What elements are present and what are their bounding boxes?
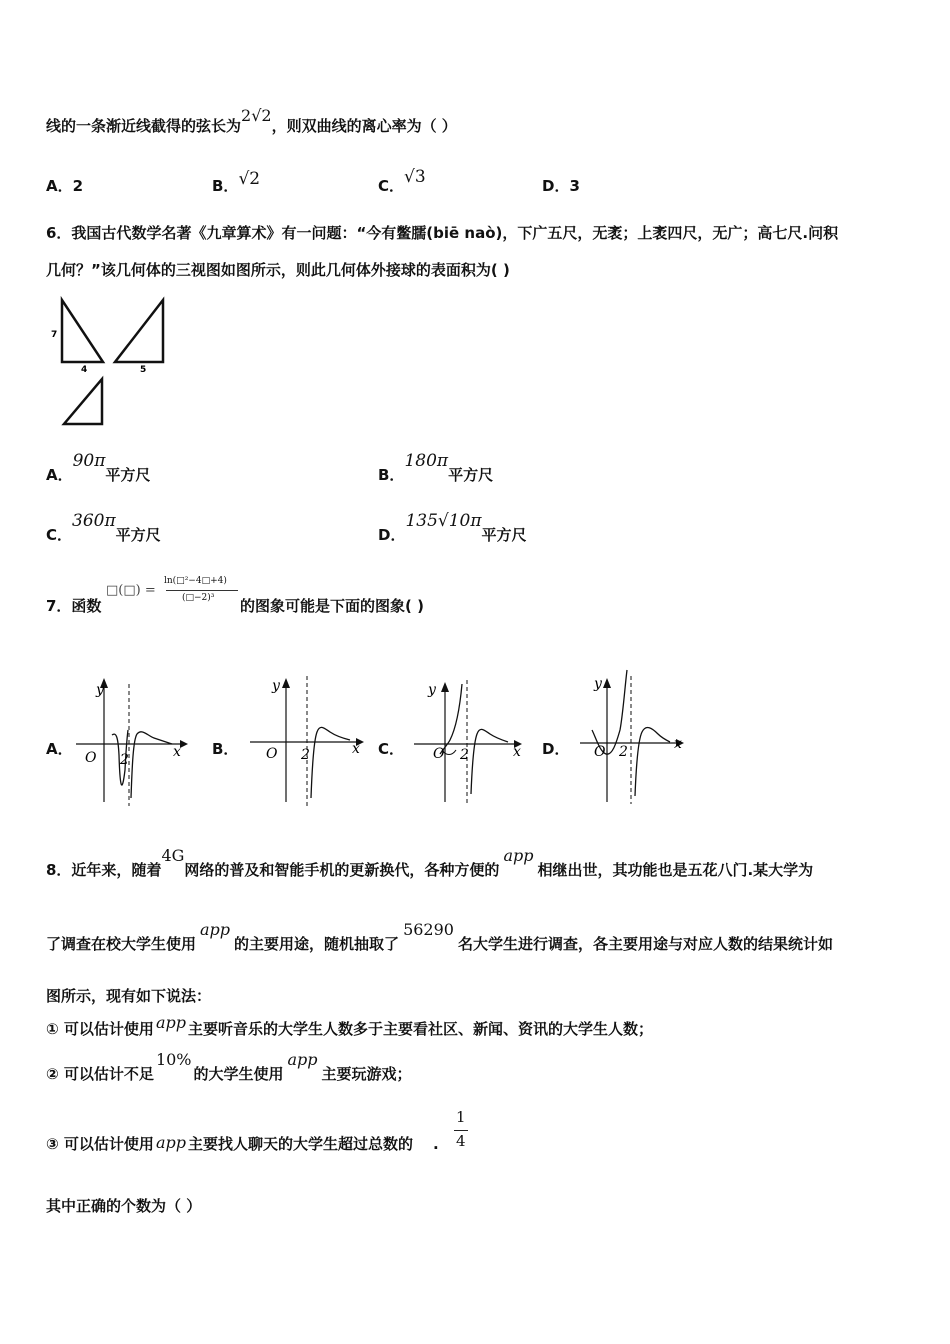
q6-stem-line2: 几何？”该几何体的三视图如图所示，则此几何体外接球的表面积为( ) (46, 261, 510, 279)
svg-text:2: 2 (120, 752, 129, 768)
q8-4g: 4G (161, 846, 185, 865)
q8-line1 (46, 845, 814, 879)
option-value: 360π (72, 511, 116, 531)
q8-text: 了调查在校大学生使用 (46, 935, 197, 953)
option-label: B． (212, 177, 239, 195)
option-value: 2 (72, 177, 84, 195)
option-label: A． (46, 177, 73, 195)
q8-statement-3 (46, 1133, 439, 1154)
q5-option-d[interactable] (542, 175, 580, 196)
option-value: 135√10π (405, 511, 482, 531)
front-view-triangle (62, 300, 103, 362)
q7-suffix: 的图象可能是下面的图象( ) (240, 597, 424, 615)
q8-text: 名大学生进行调查，各主要用途与对应人数的结果统计如 (457, 935, 833, 953)
q6-stem-line1: 6．我国古代数学名著《九章算术》有一问题：“今有鳖臑(biē naò)，下广五尺，无袤；上袤四尺，无广；高七尺.问积 (46, 224, 839, 242)
option-value: 90π (72, 451, 106, 471)
q8-statement-1 (46, 1012, 653, 1038)
q5-stem (46, 106, 457, 136)
svg-text:y: y (96, 682, 104, 698)
height-label: 7 (51, 330, 58, 340)
graph-d[interactable] (578, 666, 688, 810)
three-view-figure (48, 295, 178, 430)
q8-question: 其中正确的个数为（ ） (46, 1197, 202, 1215)
svg-text:y: y (272, 678, 280, 694)
q8-text: 主要听音乐的大学生人数多于主要看社区、新闻、资讯的大学生人数； (187, 1020, 653, 1038)
svg-text:x: x (173, 744, 181, 760)
q6-option-c[interactable] (46, 510, 161, 544)
q8-line2 (46, 919, 833, 953)
fraction-denominator: 4 (456, 1132, 466, 1150)
q8-text: ③ 可以估计使用 (46, 1135, 154, 1153)
svg-text:2: 2 (619, 744, 628, 760)
q7-prefix: 7．函数 (46, 597, 102, 615)
graph-b-label[interactable]: B． (212, 740, 239, 758)
q5-option-c[interactable] (378, 166, 426, 195)
graph-a[interactable] (74, 670, 189, 810)
graph-c[interactable] (412, 670, 527, 810)
svg-text:O: O (85, 750, 97, 766)
option-value: 3 (569, 177, 580, 195)
svg-text:O: O (433, 746, 445, 762)
fraction-bar (454, 1130, 468, 1131)
option-label: C． (46, 526, 73, 544)
svg-text:x: x (674, 736, 682, 752)
base-label-5: 5 (140, 365, 147, 375)
option-unit: 平方尺 (105, 466, 151, 484)
q6-option-b[interactable] (378, 450, 494, 484)
q5-chord-value: 2√2 (241, 106, 272, 125)
option-label: B． (378, 466, 405, 484)
option-value: 180π (404, 451, 449, 471)
fraction-numerator: 1 (456, 1108, 466, 1126)
option-unit: 平方尺 (115, 526, 161, 544)
graph-d-label[interactable]: D． (542, 740, 570, 758)
option-label: A． (46, 466, 73, 484)
q8-text: . (432, 1135, 439, 1153)
q8-percent: 10% (155, 1050, 192, 1069)
option-unit: 平方尺 (448, 466, 494, 484)
q8-app: app (155, 1133, 186, 1152)
svg-text:x: x (352, 741, 360, 757)
q8-app: app (200, 920, 231, 939)
q5-option-b[interactable] (212, 168, 261, 195)
graph-a-label[interactable]: A． (46, 740, 73, 758)
option-label: D． (542, 177, 570, 195)
svg-text:x: x (513, 744, 521, 760)
q5-stem-text: 线的一条渐近线截得的弦长为 (46, 117, 242, 135)
svg-text:2: 2 (460, 747, 469, 763)
q8-statement-2 (46, 1049, 412, 1083)
option-value: √2 (238, 169, 261, 189)
option-label: C． (378, 177, 405, 195)
formula-lhs: □(□) = (106, 583, 156, 598)
formula-numerator: ln(□²−4□+4) (164, 576, 227, 586)
q6-option-a[interactable] (46, 450, 151, 484)
q8-sample-size: 56290 (403, 920, 454, 939)
q5-stem-tail: ，则双曲线的离心率为（ ） (271, 117, 457, 135)
option-unit: 平方尺 (481, 526, 527, 544)
formula-denominator: (□−2)³ (182, 593, 215, 603)
q8-text: 的大学生使用 (193, 1065, 284, 1083)
fraction-bar (166, 590, 238, 591)
q8-text: 8．近年来，随着 (46, 861, 162, 879)
q6-option-d[interactable] (378, 510, 527, 544)
option-label: D． (378, 526, 406, 544)
q8-text: 主要玩游戏； (321, 1065, 412, 1083)
base-label-4: 4 (81, 365, 88, 375)
q7-formula (106, 576, 241, 610)
q8-text: 主要找人聊天的大学生超过总数的 (187, 1135, 413, 1153)
side-view-triangle (115, 300, 163, 362)
graph-c-label[interactable]: C． (378, 740, 405, 758)
svg-text:y: y (428, 682, 436, 698)
option-value: √3 (404, 167, 426, 187)
q8-text: ① 可以估计使用 (46, 1020, 154, 1038)
q8-app: app (287, 1050, 318, 1069)
top-view-triangle (64, 379, 102, 424)
svg-text:O: O (594, 744, 606, 760)
svg-text:y: y (594, 676, 602, 692)
q8-app: app (155, 1013, 186, 1032)
q8-text: 相继出世，其功能也是五花八门.某大学为 (537, 861, 814, 879)
q8-text: 的主要用途，随机抽取了 (234, 935, 400, 953)
q8-line3: 图所示，现有如下说法： (46, 987, 212, 1005)
graph-b[interactable] (248, 670, 368, 810)
q8-text: ② 可以估计不足 (46, 1065, 154, 1083)
q8-app: app (503, 846, 534, 865)
svg-text:2: 2 (301, 747, 310, 763)
svg-text:O: O (266, 746, 278, 762)
q5-option-a[interactable] (46, 175, 83, 196)
q8-text: 网络的普及和智能手机的更新换代，各种方便的 (184, 861, 500, 879)
q8-fraction (454, 1108, 468, 1154)
